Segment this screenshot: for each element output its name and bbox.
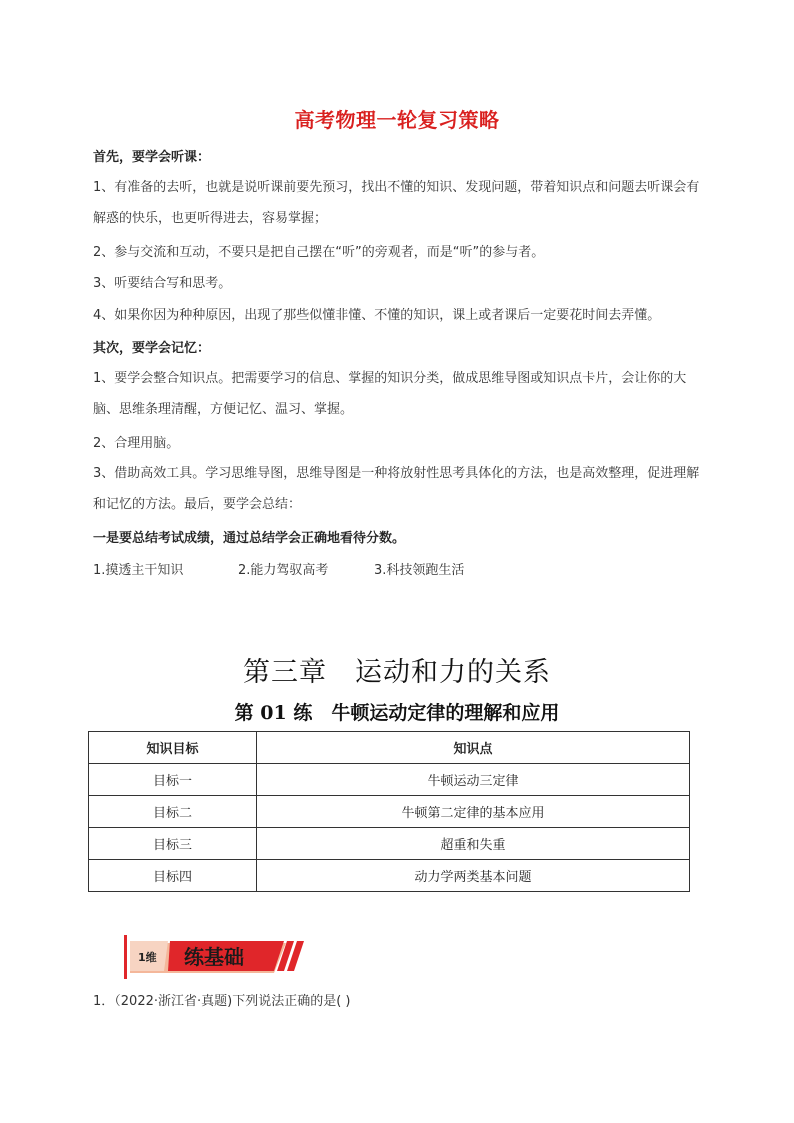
page-title: 高考物理一轮复习策略 bbox=[294, 108, 500, 132]
table-row bbox=[89, 828, 690, 860]
paragraph-listening-3: 3、听要结合写和思考。 bbox=[93, 276, 232, 291]
table-row bbox=[89, 764, 690, 796]
knowledge-table bbox=[88, 731, 690, 892]
chapter-title: 第三章 运动和力的关系 bbox=[243, 657, 551, 688]
table-cell: 目标一 bbox=[89, 764, 257, 796]
badge-left-bar bbox=[124, 935, 127, 979]
paragraph-memory-2: 2、合理用脑。 bbox=[93, 436, 180, 451]
paragraph-listening-2: 2、参与交流和互动，不要只是把自己摆在“听”的旁观者，而是“听”的参与者。 bbox=[93, 245, 545, 260]
table-cell: 目标三 bbox=[89, 828, 257, 860]
table-header-row bbox=[89, 732, 690, 764]
question-1: 1．（2022·浙江省·真题)下列说法正确的是( ) bbox=[93, 994, 351, 1009]
table-header-cell: 知识点 bbox=[257, 732, 690, 764]
table-cell: 动力学两类基本问题 bbox=[257, 860, 690, 892]
paragraph-memory-1: 1、要学会整合知识点。把需要学习的信息、掌握的知识分类，做成思维导图或知识点卡片，会让你的大脑、思维条理清醒，方便记忆、温习、掌握。 bbox=[93, 371, 687, 417]
table-row bbox=[89, 860, 690, 892]
table-cell: 牛顿运动三定律 bbox=[257, 764, 690, 796]
section-heading-listening: 首先，要学会听课： bbox=[93, 150, 211, 165]
section-badge bbox=[124, 935, 309, 979]
paragraph-listening-1: 1、有准备的去听，也就是说听课前要先预习，找出不懂的知识、发现问题，带着知识点和问题去听课会有解惑的快乐，也更听得进去，容易掌握； bbox=[93, 180, 700, 226]
section-heading-memory: 其次，要学会记忆： bbox=[93, 341, 211, 356]
summary-bold-line: 一是要总结考试成绩，通过总结学会正确地看待分数。 bbox=[93, 531, 406, 546]
badge-number: 1维 bbox=[138, 951, 157, 964]
table-cell: 目标四 bbox=[89, 860, 257, 892]
table-row bbox=[89, 796, 690, 828]
tag-1: 1.摸透主干知识 bbox=[93, 563, 184, 578]
tag-3: 3.科技领跑生活 bbox=[374, 563, 465, 578]
table-cell: 超重和失重 bbox=[257, 828, 690, 860]
paragraph-memory-3: 3、借助高效工具。学习思维导图，思维导图是一种将放射性思考具体化的方法，也是高效整理，促进理解和记忆的方法。最后，要学会总结： bbox=[93, 466, 700, 512]
table-cell: 牛顿第二定律的基本应用 bbox=[257, 796, 690, 828]
badge-label: 练基础 bbox=[184, 945, 244, 969]
subchapter-title: 第 01 练 牛顿运动定律的理解和应用 bbox=[234, 702, 560, 724]
table-cell: 目标二 bbox=[89, 796, 257, 828]
tag-2: 2.能力驾驭高考 bbox=[238, 563, 329, 578]
paragraph-listening-4: 4、如果你因为种种原因，出现了那些似懂非懂、不懂的知识，课上或者课后一定要花时间去弄懂。 bbox=[93, 308, 661, 323]
table-header-cell: 知识目标 bbox=[89, 732, 257, 764]
